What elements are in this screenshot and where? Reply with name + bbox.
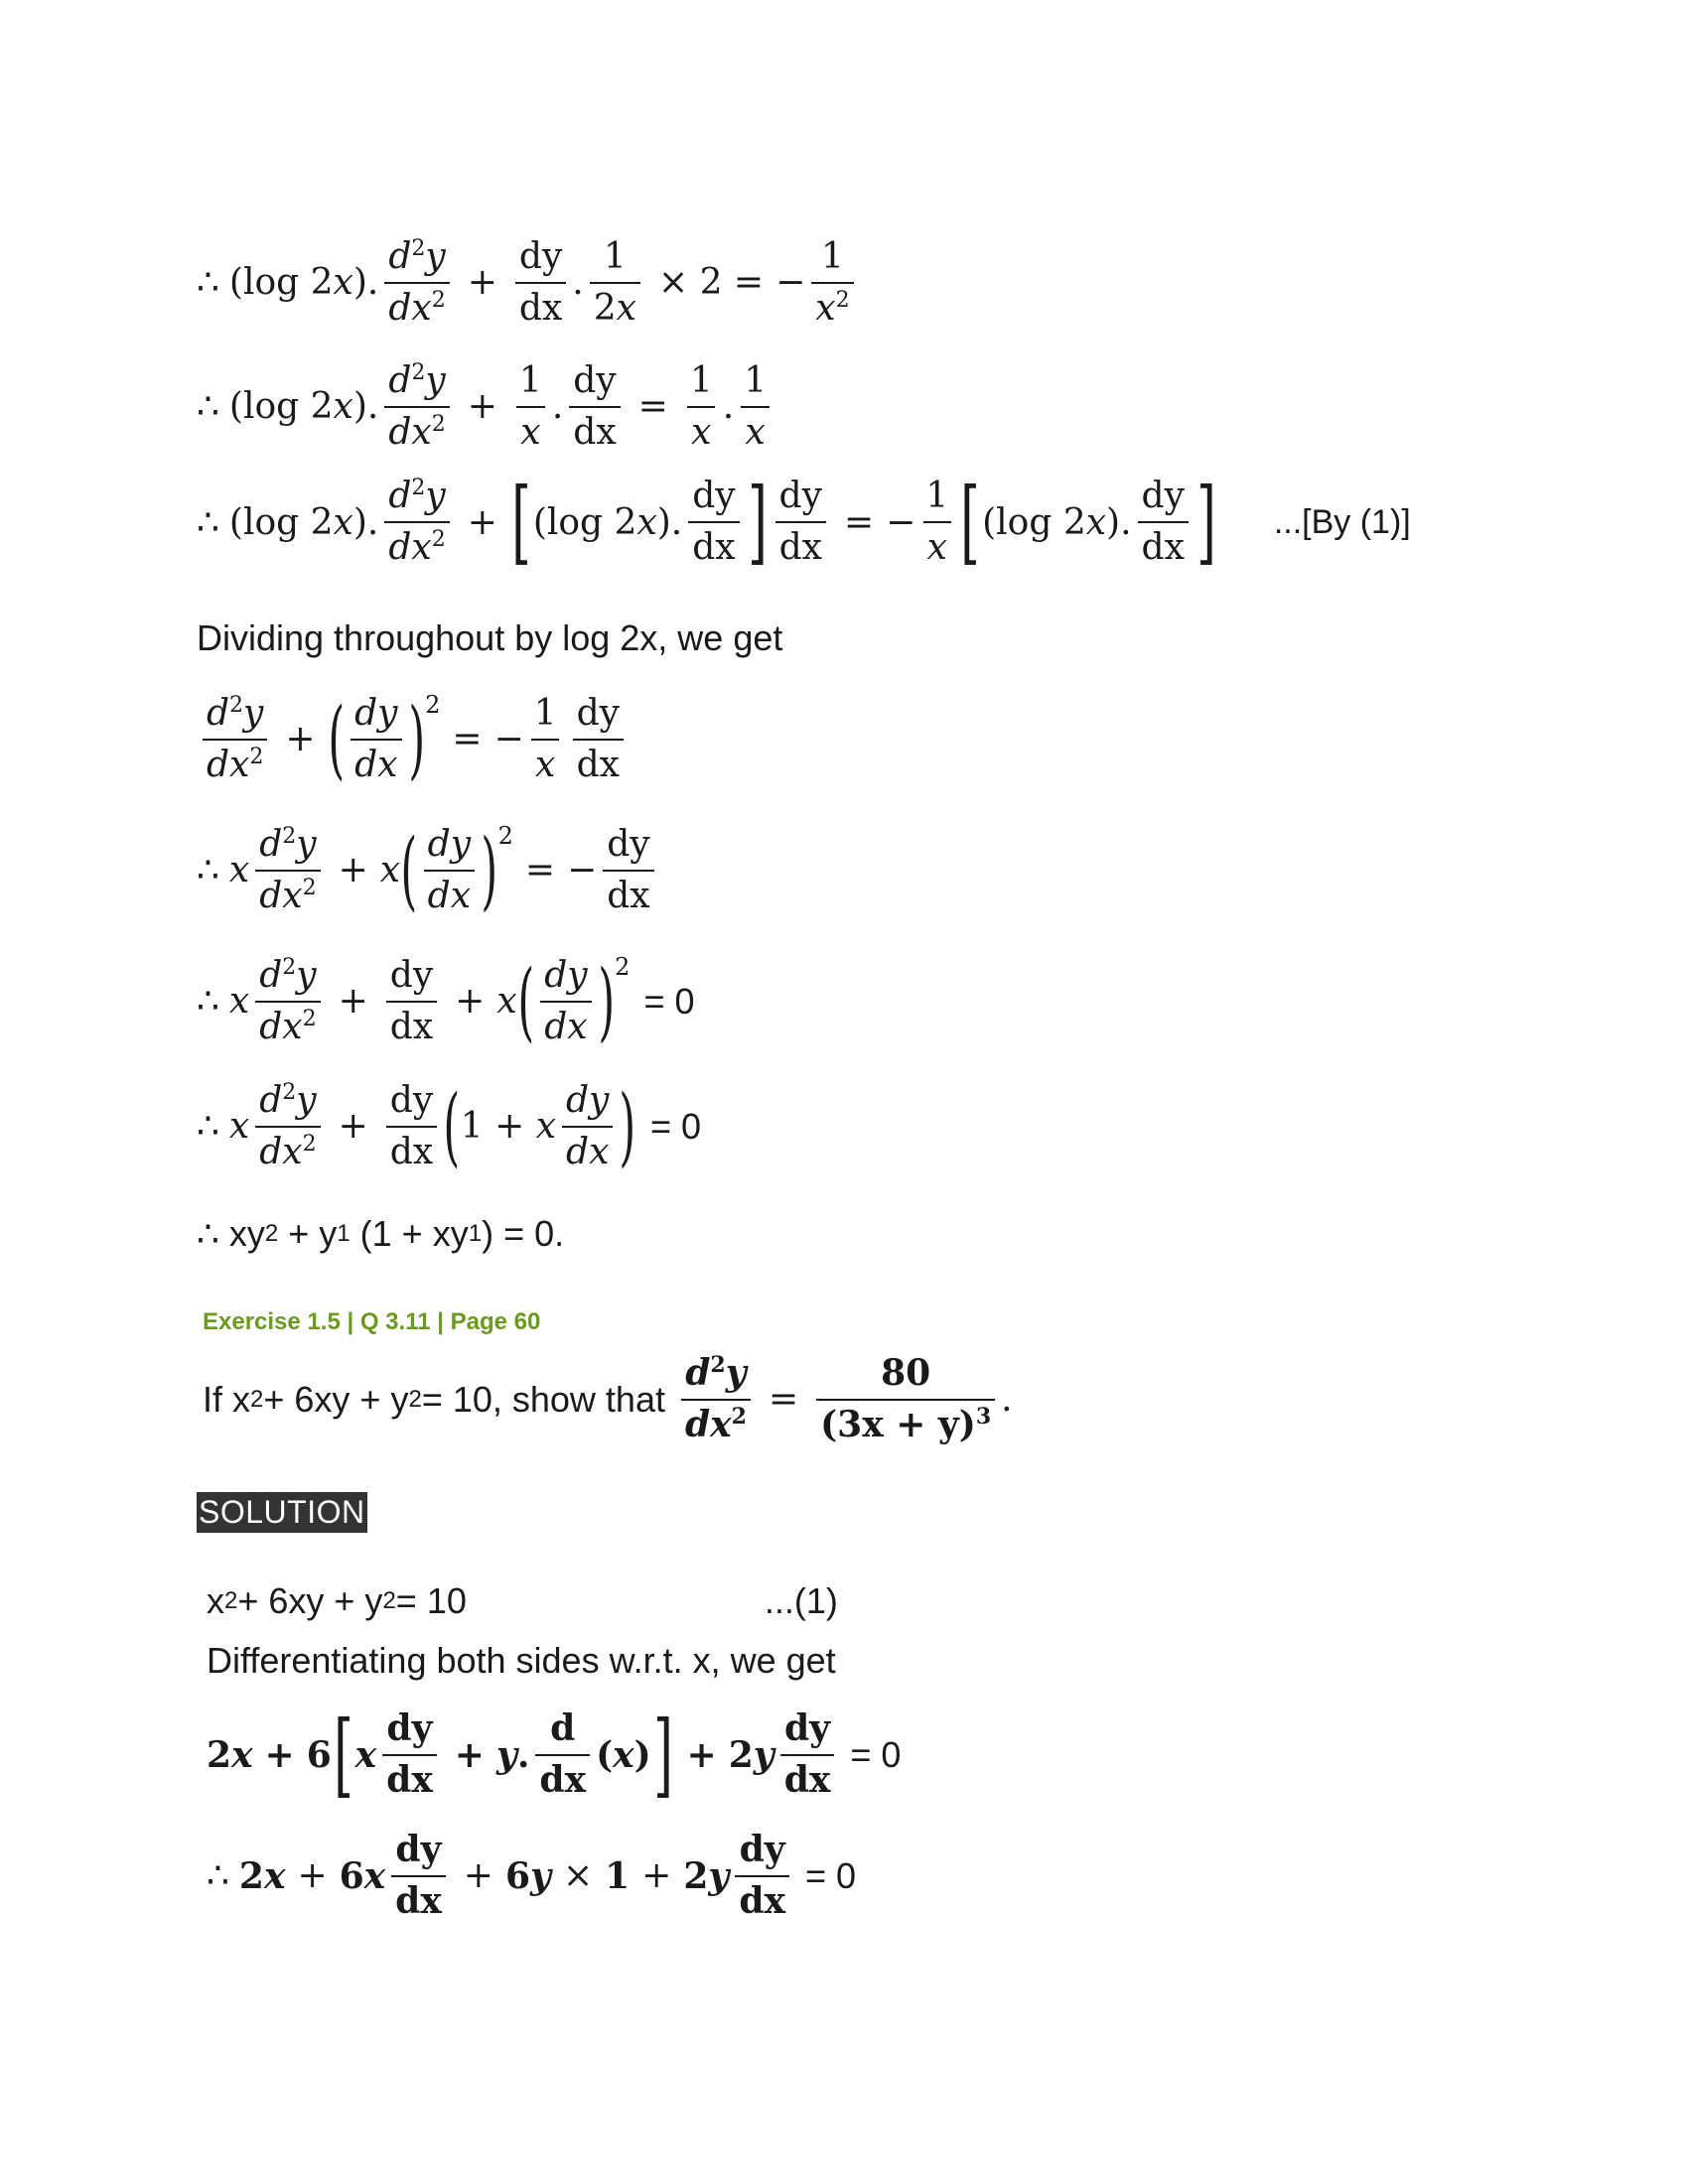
question-line: If x 2 + 6xy + y 2 = 10, show that $\frac{d^2y}{dx^2}$ = $\frac{80}{(3x + y)^3}$ .: [203, 1352, 1013, 1445]
equals-sign: =: [637, 386, 668, 428]
equation-line-8: ∴ xy 2 + y 1 (1 + xy 1 ) = 0.: [197, 1213, 565, 1254]
exercise-link-text[interactable]: Exercise 1.5 | Q 3.11 | Page 60: [203, 1308, 541, 1335]
text-dividing: Dividing throughout by log 2x, we get: [197, 617, 783, 658]
therefore-symbol: ∴: [197, 1213, 219, 1254]
text-differentiating: Differentiating both sides w.r.t. x, we get: [207, 1640, 836, 1681]
therefore-symbol: ∴: [197, 981, 219, 1023]
equals-zero: = 0: [850, 1734, 902, 1775]
equation-line-1: ∴ (log 2x). $\frac{d^2y}{dx^2}$ + $\frac{dy}{dx}$ . $\frac{1}{2x}$ × 2 = − $\frac{1}{x^2}$: [197, 238, 860, 328]
solution-badge: [197, 1492, 367, 1533]
fraction-1-x2: $\frac{1}{x^2}$: [811, 238, 853, 328]
equals-zero: = 0: [643, 980, 695, 1022]
therefore-symbol: ∴: [197, 1106, 219, 1148]
therefore-symbol: ∴: [207, 1855, 229, 1897]
fraction-dy-dx: $\frac{dy}{dx}$: [515, 238, 566, 328]
therefore-symbol: ∴: [197, 386, 219, 428]
equation-line-3: ∴ (log 2x). $\frac{d^2y}{dx^2}$ + [ (log 2x). $\frac{dy}{dx}$ ] $\frac{dy}{dx}$ = − $\frac{1}{x}$ [ (log 2x). $\frac{dy}{dx}$ ] ...[By (1)]: [197, 469, 1411, 575]
reference-by-1: ...[By (1)]: [1273, 502, 1411, 541]
equals-zero: = 0: [804, 1854, 857, 1896]
solution-equation-3: ∴ 2x + 6x $\frac{dy}{dx}$ + 6y × 1 + 2y $\frac{dy}{dx}$ = 0: [207, 1829, 857, 1922]
fraction-d2y-dx2: $\frac{d^2y}{dx^2}$: [384, 238, 449, 328]
therefore-symbol: ∴: [197, 501, 219, 543]
equation-line-7: ∴ x $\frac{d^2y}{dx^2}$ + $\frac{dy}{dx}$ ( 1 + x $\frac{dy}{dx}$ ) = 0: [197, 1076, 702, 1176]
solution-equation-1: x 2 + 6xy + y 2 = 10 ...(1): [207, 1580, 838, 1621]
equation-line-4: $\frac{d^2y}{dx^2}$ + ( $\frac{dy}{dx}$ ) 2 = − $\frac{1}{x}$ $\frac{dy}{dx}$: [197, 695, 630, 784]
equals-zero: = 0: [649, 1105, 702, 1147]
solution-label: SOLUTION: [197, 1492, 367, 1533]
therefore-symbol: ∴: [197, 262, 219, 304]
log-term: (log 2x).: [228, 262, 379, 304]
equation-line-2: ∴ (log 2x). $\frac{d^2y}{dx^2}$ + $\frac{1}{x}$ . $\frac{dy}{dx}$ = $\frac{1}{x}$ . $\frac{1}{x}$: [197, 362, 776, 452]
fraction-d2y-dx2: $\frac{d^2y}{dx^2}$: [681, 1355, 751, 1444]
equation-line-6: ∴ x $\frac{d^2y}{dx^2}$ + $\frac{dy}{dx}$ + x ( $\frac{dy}{dx}$ ) 2 = 0: [197, 951, 695, 1051]
equation-line-5: ∴ x $\frac{d^2y}{dx^2}$ + x ( $\frac{dy}{dx}$ ) 2 = − $\frac{dy}{dx}$: [197, 826, 660, 915]
therefore-symbol: ∴: [197, 850, 219, 891]
fraction-1-2x: $\frac{1}{2x}$: [590, 238, 640, 328]
exercise-link[interactable]: [203, 1308, 540, 1336]
solution-equation-2: 2x + 6 [ x $\frac{dy}{dx}$ + y. $\frac{d}{dx}$ (x) ] + 2y $\frac{dy}{dx}$ = 0: [207, 1702, 902, 1808]
reference-1: ...(1): [764, 1580, 838, 1621]
fraction-80-over-3x-plus-y-cubed: $\frac{80}{(3x + y)^3}$: [816, 1355, 995, 1444]
